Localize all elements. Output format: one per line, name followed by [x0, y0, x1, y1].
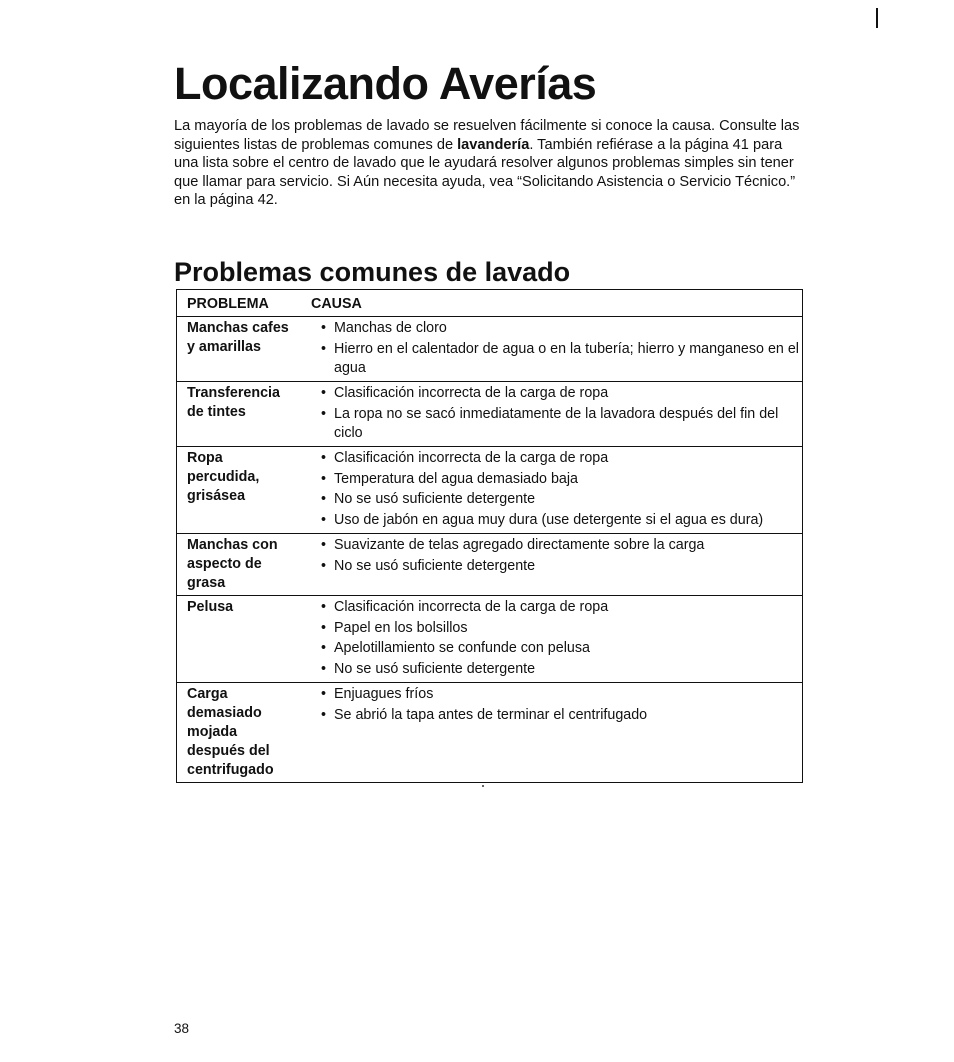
problem-cell [177, 596, 312, 683]
problem-cell [177, 317, 312, 382]
cause-item: • Apelotillamiento se confunde con pelusa [321, 639, 802, 658]
table-row [177, 382, 803, 447]
cause-item: • La ropa no se sacó inmediatamente de la lavadora después del fin del ciclo [321, 405, 802, 443]
page-edge-mark [876, 8, 878, 28]
page-title: Localizando Averías [174, 58, 597, 109]
problem-label: Manchas cafes y amarillas [187, 320, 289, 355]
cause-list [321, 319, 802, 378]
cause-list [321, 598, 802, 679]
problem-label: Transferencia de tintes [187, 385, 280, 420]
cause-cell [311, 596, 803, 683]
cause-item: • Papel en los bolsillos [321, 619, 802, 638]
cause-cell [311, 317, 803, 382]
cause-item: • Clasificación incorrecta de la carga de ropa [321, 384, 802, 403]
table-row [177, 596, 803, 683]
table-body [177, 317, 803, 783]
intro-paragraph [174, 117, 804, 210]
cause-item: • Clasificación incorrecta de la carga de ropa [321, 449, 802, 468]
problems-table [176, 289, 803, 783]
page-number: 38 [174, 1021, 190, 1036]
cause-list [321, 536, 802, 576]
problem-label: Pelusa [187, 599, 234, 615]
problem-label: Manchas con aspecto de grasa [187, 537, 278, 591]
cause-item: • Se abrió la tapa antes de terminar el centrifugado [321, 706, 802, 725]
intro-text-start: La mayoría de los problemas de lavado se resuelven fácilmente si conoce la causa. Consulte las siguientes listas de problemas comunes de [174, 118, 800, 153]
table-row [177, 683, 803, 783]
cause-item: • Enjuagues fríos [321, 685, 802, 704]
problem-cell [177, 534, 312, 596]
cause-item: • Temperatura del agua demasiado baja [321, 470, 802, 489]
cause-item: • No se usó suficiente detergente [321, 490, 802, 509]
problem-cell [177, 447, 312, 534]
cause-item: • Manchas de cloro [321, 319, 802, 338]
table-row [177, 317, 803, 382]
cause-item: • Clasificación incorrecta de la carga de ropa [321, 598, 802, 617]
problem-cell [177, 382, 312, 447]
problem-label: Carga demasiado mojada después del centrifugado [187, 686, 274, 778]
table-row [177, 447, 803, 534]
intro-bold-term: lavandería [457, 136, 530, 153]
cause-item: • No se usó suficiente detergente [321, 557, 802, 576]
header-problem: PROBLEMA [177, 290, 312, 317]
cause-item: • Hierro en el calentador de agua o en la tubería; hierro y manganeso en el agua [321, 340, 802, 378]
header-cause: CAUSA [311, 290, 803, 317]
problem-cell [177, 683, 312, 783]
stray-dot [482, 785, 484, 787]
cause-item: • Suavizante de telas agregado directamente sobre la carga [321, 536, 802, 555]
problem-label: Ropa percudida, grisásea [187, 450, 260, 504]
table-row [177, 534, 803, 596]
cause-cell [311, 534, 803, 596]
cause-cell [311, 447, 803, 534]
cause-list [321, 449, 802, 530]
cause-list [321, 384, 802, 443]
cause-cell [311, 683, 803, 783]
cause-list [321, 685, 802, 725]
cause-item: • No se usó suficiente detergente [321, 660, 802, 679]
cause-item: • Uso de jabón en agua muy dura (use detergente si el agua es dura) [321, 511, 802, 530]
table-header-row [177, 290, 803, 317]
intro-text-end: . También refiérase a la página 41 para una lista sobre el centro de lavado que le ayudará resolver algunos problemas simples sin tener que llamar para servicio. Si Aún necesita ayuda, vea “Solicitando Asistencia o Servicio Técnico.” en la página 42. [174, 136, 796, 208]
section-title: Problemas comunes de lavado [174, 257, 571, 287]
cause-cell [311, 382, 803, 447]
